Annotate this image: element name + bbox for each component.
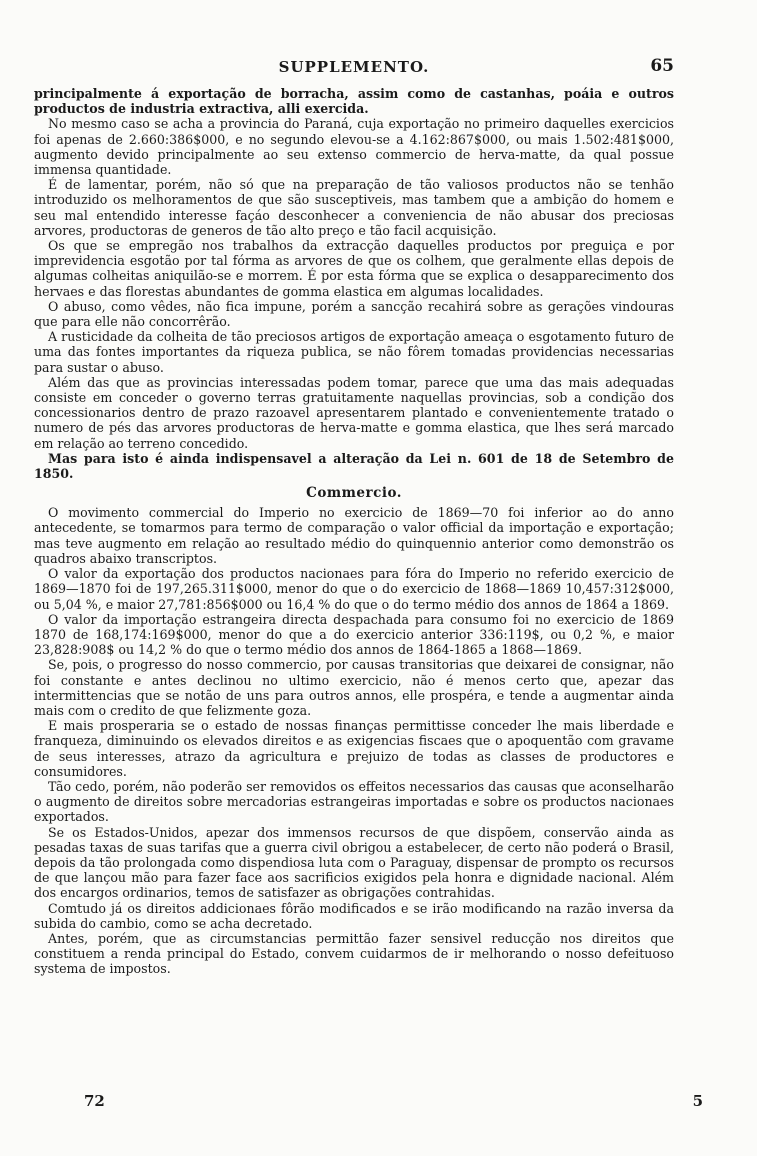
paragraph: O movimento commercial do Imperio no exercicio de 1869—70 foi inferior ao do anno antecedente, se tomarmos para termo de comparação o valor official da importação e exportação; mas teve augmento em relação ao resultado médio do quinquennio anterior como demonstrão os quadros abaixo transcriptos. xyxy=(34,505,674,566)
page-title: SUPPLEMENTO. xyxy=(278,58,430,76)
paragraph: principalmente á exportação de borracha, assim como de castanhas, poáia e outros productos de industria extractiva, alli exercida. xyxy=(34,86,674,117)
page-footer xyxy=(84,1092,703,1114)
body-text-after xyxy=(34,505,674,976)
paragraph: A rusticidade da colheita de tão preciosos artigos de exportação ameaça o esgotamento futuro de uma das fontes importantes da riqueza publica, se não fôrem tomadas providencias necessarias para sustar o abuso. xyxy=(34,329,674,375)
paragraph: No mesmo caso se acha a provincia do Paraná, cuja exportação no primeiro daquelles exercicios foi apenas de 2.660:386$000, e no segundo elevou-se a 4.162:867$000, ou mais 1.502:481$000, augmento devido principalmente ao seu extenso commercio de herva-matte, da qual possue immensa quantidade. xyxy=(34,116,674,178)
paragraph: Além das que as provincias interessadas podem tomar, parece que uma das mais adequadas consiste em conceder o governo terras gratuitamente naquellas provincias, sob a condição dos concessionarios dentro de prazo razoavel apresentarem plantado e convenientemente tratado o numero de pés das arvores productoras de herva-matte e gomma elastica, que lhes será marcado em relação ao terreno concedido. xyxy=(34,374,674,451)
running-head xyxy=(34,58,674,86)
body-text-before xyxy=(34,86,674,481)
paragraph: Os que se empregão nos trabalhos da extracção daquelles productos por preguiça e por imprevidencia esgotão por tal fórma as arvores de que os colhem, que geralmente ellas depois de algumas colheitas aniquilão-se e morrem. É por esta fórma que se explica o desapparecimento dos hervaes e das florestas abundantes de gomma elastica em algumas localidades. xyxy=(34,238,674,299)
footer-signature-right: 5 xyxy=(692,1092,703,1110)
paragraph: Se os Estados-Unidos, apezar dos immensos recursos de que dispõem, conservão ainda as pesadas taxas de suas tarifas que a guerra civil obrigou a estabelecer, de certo não poderá o Brasil, depois da tão prolongada como dispendiosa luta com o Paraguay, dispensar de prompto os recursos de que lançou mão para fazer face aos sacrificios exigidos pela honra e dignidade nacional. Além dos encargos ordinarios, temos de satisfazer as obrigações contrahidas. xyxy=(34,824,674,901)
page-number: 65 xyxy=(650,56,674,76)
section-heading: Commercio. xyxy=(306,485,402,502)
paragraph: O valor da importação estrangeira directa despachada para consumo foi no exercicio de 1869 1870 de 168,174:169$000, menor do que a do exercicio anterior 336:119$, ou 0,2 %, e maior 23,828:908$ ou 14,2 % do que o termo médio dos annos de 1864-1865 a 1868—1869. xyxy=(34,611,674,658)
document-page xyxy=(34,58,674,977)
paragraph: O abuso, como vêdes, não fica impune, porém a sancção recahirá sobre as gerações vindouras que para elle não concorrêrão. xyxy=(34,298,674,330)
paragraph: Tão cedo, porém, não poderão ser removidos os effeitos necessarios das causas que aconselharão o augmento de direitos sobre mercadorias estrangeiras importadas e sobre os productos nacionaes exportados. xyxy=(34,778,674,825)
paragraph: É de lamentar, porém, não só que na preparação de tão valiosos productos não se tenhão introduzido os melhoramentos de que são susceptiveis, mas tambem que a ambição do homem e seu mal entendido interesse façáo desconhecer a conveniencia de não abusar dos preciosas arvores, productoras de generos de tão alto preço e tão facil acquisição. xyxy=(34,177,674,238)
paragraph: E mais prosperaria se o estado de nossas finanças permittisse conceder lhe mais liberdade e franqueza, diminuindo os elevados direitos e as exigencias fiscaes que o apoquentão com gravame de seus interesses, atrazo da agricultura e prejuizo de todas as classes de productores e consumidores. xyxy=(34,718,674,779)
paragraph: O valor da exportação dos productos nacionaes para fóra do Imperio no referido exercicio de 1869—1870 foi de 197,265.311$000, menor do que o do exercicio de 1868—1869 10,457:312$000, ou 5,04 %, e maior 27,781:856$000 ou 16,4 % do que o do termo médio dos annos de 1864 a 1869. xyxy=(34,566,674,612)
paragraph: Comtudo já os direitos addicionaes fôrão modificados e se irão modificando na razão inversa da subida do cambio, como se acha decretado. xyxy=(34,900,674,931)
paragraph: Mas para isto é ainda indispensavel a alteração da Lei n. 601 de 18 de Setembro de 1850. xyxy=(34,450,674,482)
footer-signature-left: 72 xyxy=(84,1092,105,1110)
paragraph: Se, pois, o progresso do nosso commercio, por causas transitorias que deixarei de consignar, não foi constante e antes declinou no ultimo exercicio, não é menos certo que, apezar das intermittencias que se notão de uns para outros annos, elle prospéra, e tende a augmentar ainda mais com o credito de que felizmente goza. xyxy=(34,657,674,718)
paragraph: Antes, porém, que as circumstancias permittão fazer sensivel reducção nos direitos que constituem a renda principal do Estado, convem cuidarmos de ir melhorando o nosso defeituoso systema de impostos. xyxy=(34,930,674,977)
